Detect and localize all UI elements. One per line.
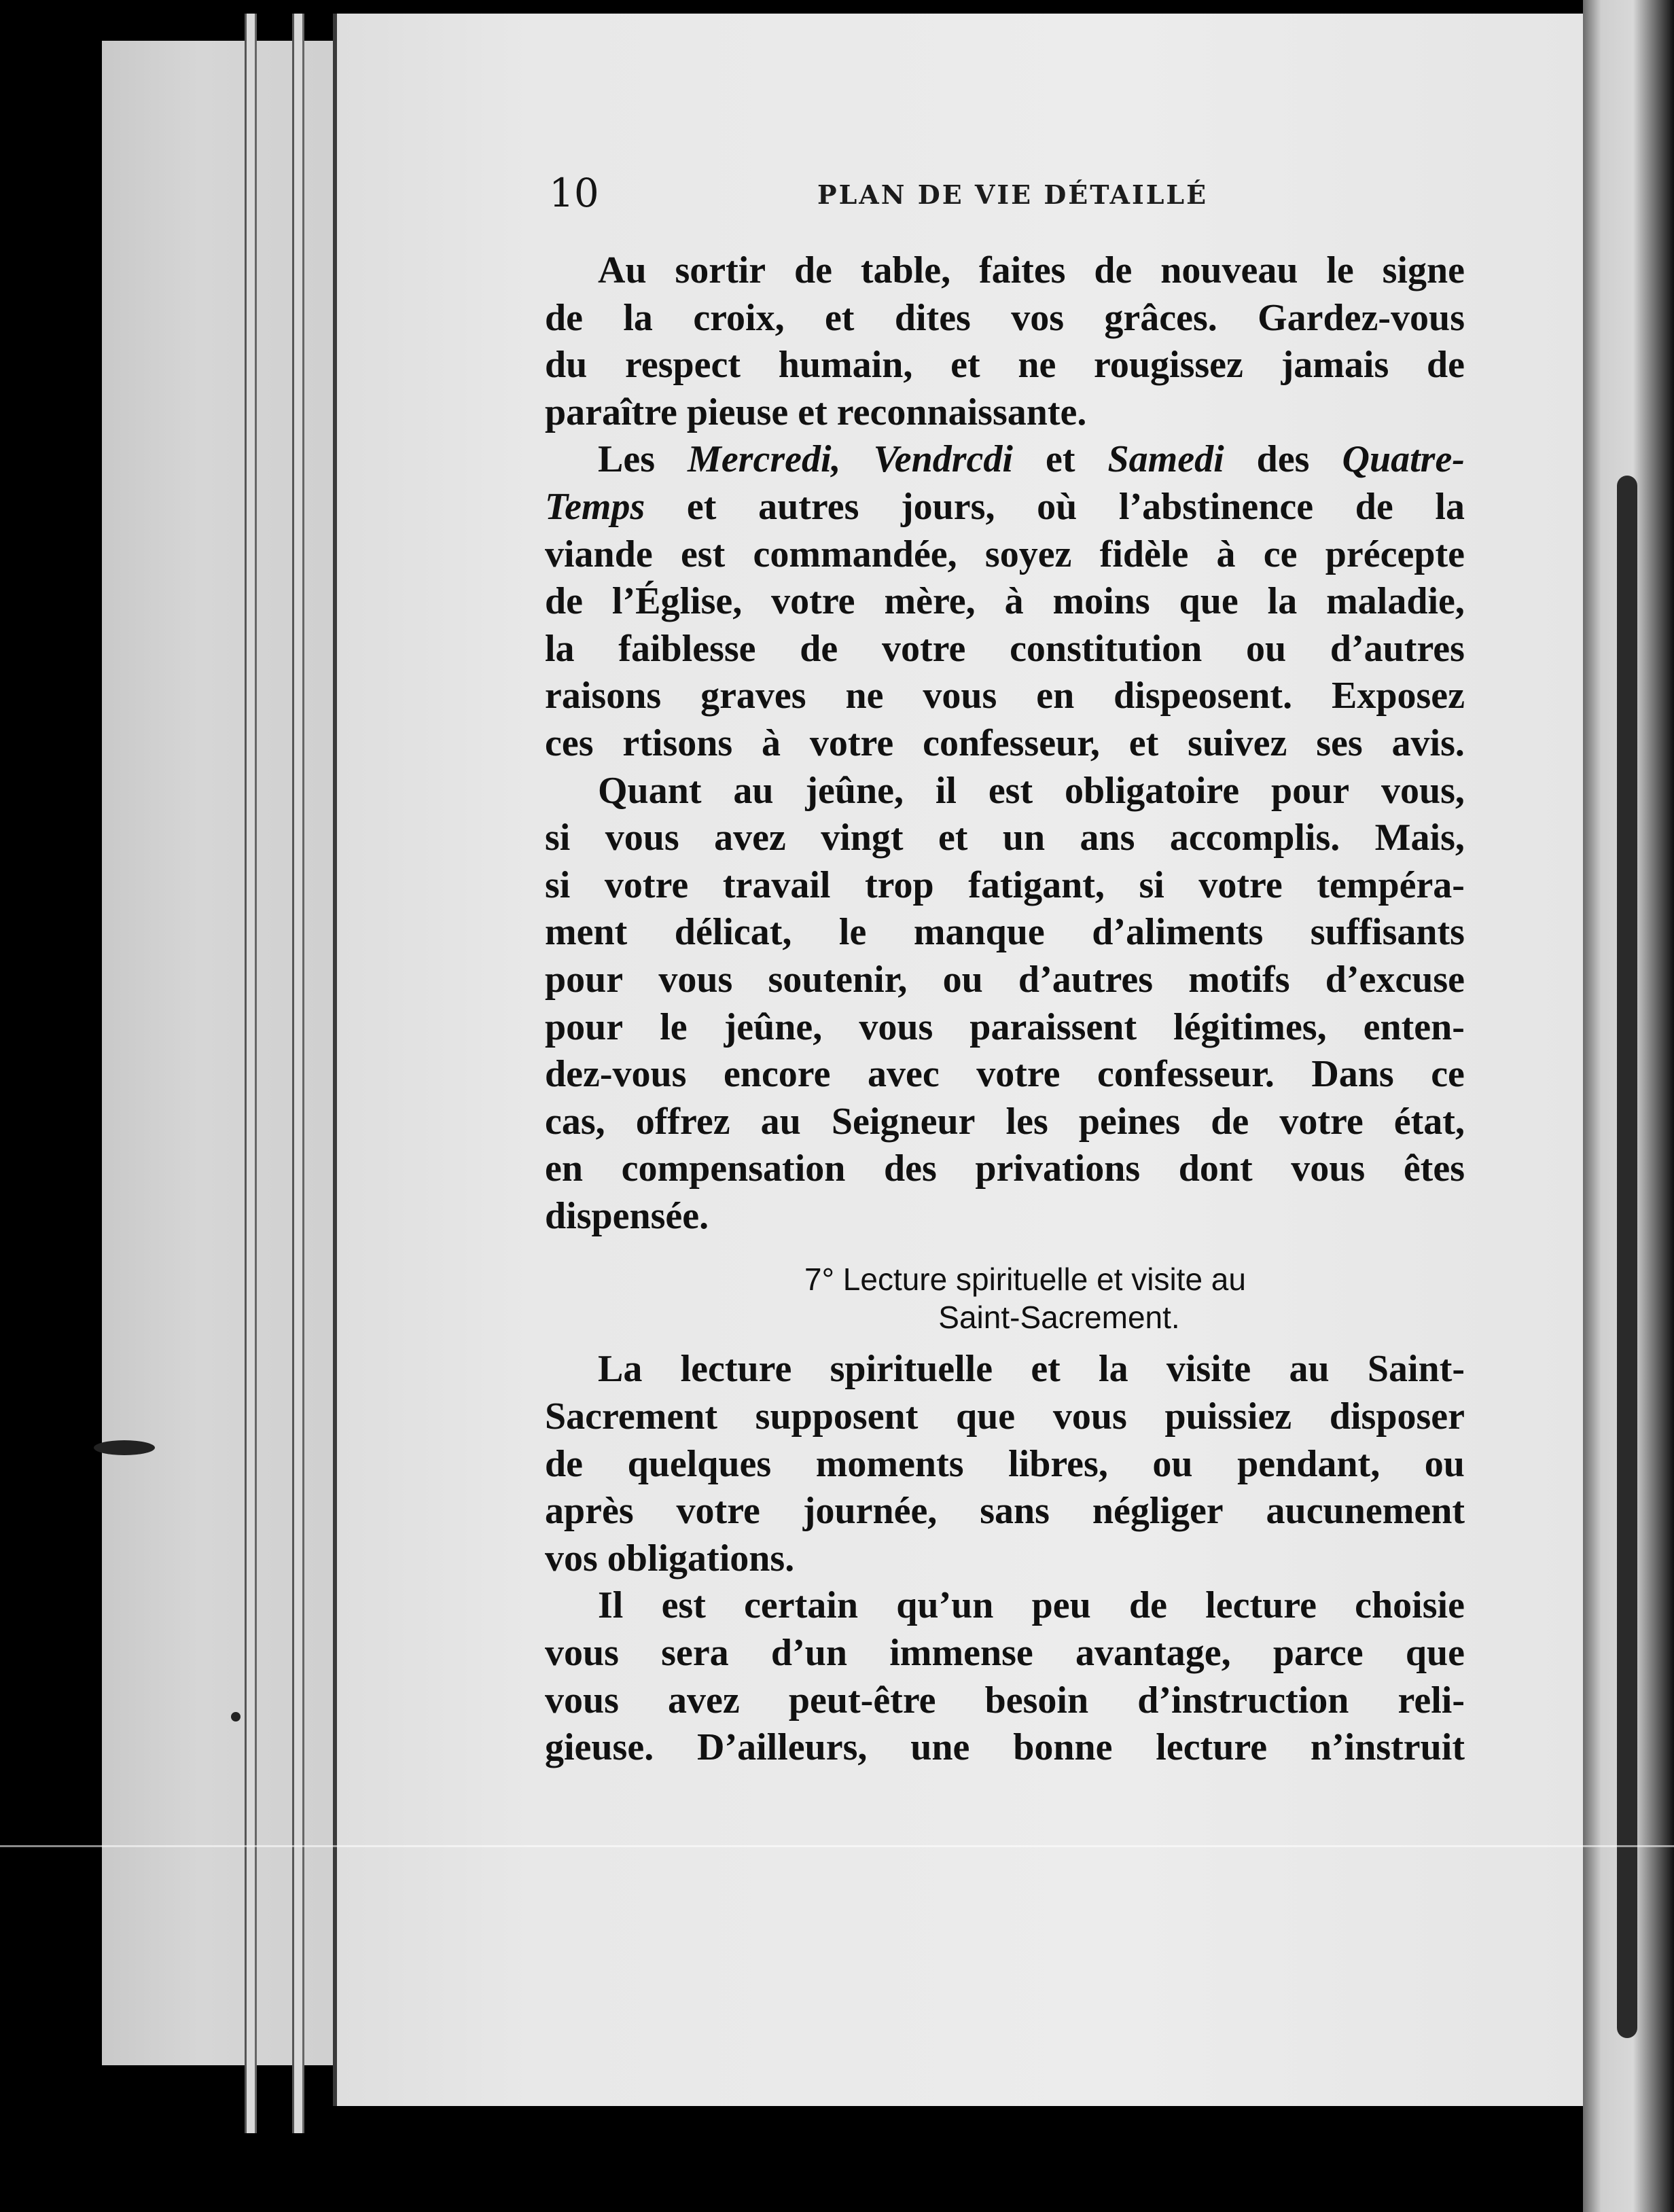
word: avantage, bbox=[1075, 1632, 1231, 1675]
word: le bbox=[660, 1005, 688, 1048]
text-line bbox=[545, 1724, 1465, 1772]
word: d’instruction bbox=[1137, 1679, 1349, 1722]
word: l’abstinence bbox=[1118, 485, 1314, 528]
word: moments bbox=[815, 1442, 964, 1485]
word: Au bbox=[598, 249, 647, 291]
word: commandée, bbox=[753, 533, 957, 575]
word: de bbox=[1426, 344, 1465, 387]
section-heading-line: 7° Lecture spirituelle et visite au bbox=[804, 1262, 1246, 1298]
word: que bbox=[956, 1395, 1016, 1438]
word: vous bbox=[658, 958, 733, 1001]
text-line bbox=[545, 957, 1465, 1004]
word: autres bbox=[758, 485, 859, 528]
word: raisons bbox=[545, 675, 662, 717]
text-line bbox=[545, 1677, 1465, 1725]
word: Mais, bbox=[1374, 817, 1465, 859]
word: graves bbox=[700, 675, 806, 717]
word: Quant bbox=[598, 769, 702, 812]
word: paraissent bbox=[969, 1005, 1137, 1048]
word: votre bbox=[676, 1490, 760, 1533]
word: viande bbox=[545, 533, 653, 575]
word: suffisants bbox=[1310, 911, 1465, 954]
word: peu bbox=[1031, 1584, 1091, 1627]
text-line bbox=[545, 1441, 1465, 1488]
text-line bbox=[545, 1145, 1465, 1193]
word: sera bbox=[661, 1632, 729, 1675]
word: ou bbox=[1152, 1442, 1193, 1485]
word: ne bbox=[1018, 344, 1056, 387]
text-span: vos obligations. bbox=[545, 1537, 795, 1580]
word: rougissez bbox=[1094, 344, 1243, 387]
word: bonne bbox=[1013, 1726, 1113, 1769]
word: rtisons bbox=[622, 721, 733, 764]
word: Il bbox=[598, 1584, 624, 1627]
word: ou bbox=[942, 958, 983, 1001]
word: ment bbox=[545, 911, 628, 954]
word: pour bbox=[545, 1005, 624, 1048]
word: faiblesse bbox=[618, 627, 756, 670]
word-italic: Quatre- bbox=[1342, 438, 1465, 481]
word: si bbox=[545, 863, 571, 906]
word: votre bbox=[976, 1053, 1061, 1096]
word: confesseur, bbox=[923, 721, 1100, 764]
word: négliger bbox=[1092, 1490, 1224, 1533]
word-italic: Temps bbox=[545, 485, 645, 528]
word: ans bbox=[1080, 817, 1135, 859]
word: grâces. bbox=[1104, 296, 1217, 339]
text-line bbox=[545, 1630, 1465, 1677]
word: constitution bbox=[1010, 627, 1203, 670]
word: puissiez bbox=[1164, 1395, 1292, 1438]
body-text bbox=[545, 247, 1465, 1772]
word: dites bbox=[894, 296, 971, 339]
text-line bbox=[545, 673, 1465, 720]
word: avec bbox=[867, 1053, 940, 1096]
word: jeûne, bbox=[805, 769, 904, 812]
word: vous bbox=[923, 675, 997, 717]
text-line bbox=[545, 1051, 1465, 1099]
word: où bbox=[1037, 485, 1078, 528]
page-curl-shadow bbox=[1617, 476, 1637, 2038]
word: de bbox=[1355, 485, 1393, 528]
word: enten- bbox=[1363, 1005, 1465, 1048]
word: de bbox=[545, 580, 583, 623]
text-line bbox=[545, 1099, 1465, 1146]
text-line bbox=[545, 389, 1465, 437]
word: mère, bbox=[884, 580, 976, 623]
word: vous bbox=[545, 1632, 619, 1675]
word: accomplis. bbox=[1169, 817, 1340, 859]
word: certain bbox=[744, 1584, 858, 1627]
word: table, bbox=[860, 249, 951, 291]
word: votre bbox=[1198, 863, 1283, 906]
word: manque bbox=[913, 911, 1045, 954]
word: que bbox=[1405, 1632, 1465, 1675]
word: légitimes, bbox=[1173, 1005, 1327, 1048]
word: D’ailleurs, bbox=[697, 1726, 868, 1769]
word: ces bbox=[545, 721, 594, 764]
word: il bbox=[935, 769, 957, 812]
word: ce bbox=[1431, 1053, 1465, 1096]
word: votre bbox=[809, 721, 894, 764]
word: obligatoire bbox=[1064, 769, 1240, 812]
word-italic: Mercredi, bbox=[688, 438, 841, 481]
text-line bbox=[545, 531, 1465, 579]
text-line bbox=[545, 1346, 1465, 1393]
word: pour bbox=[545, 958, 624, 1001]
word: d’excuse bbox=[1325, 958, 1465, 1001]
word: offrez bbox=[635, 1100, 730, 1143]
word: Dans bbox=[1311, 1053, 1394, 1096]
word: pendant, bbox=[1237, 1442, 1381, 1485]
word: de bbox=[1094, 249, 1133, 291]
word: êtes bbox=[1403, 1147, 1465, 1190]
word: signe bbox=[1382, 249, 1465, 291]
word: si bbox=[545, 817, 571, 859]
word: moins bbox=[1052, 580, 1150, 623]
text-span: dispensée. bbox=[545, 1194, 709, 1237]
word: lecture bbox=[1156, 1726, 1268, 1769]
word: dispeosent. bbox=[1114, 675, 1293, 717]
word: de bbox=[1211, 1100, 1249, 1143]
word: suivez bbox=[1188, 721, 1287, 764]
word: la bbox=[1267, 580, 1298, 623]
word: si bbox=[1139, 863, 1164, 906]
page-header bbox=[549, 170, 1446, 224]
text-line bbox=[545, 862, 1465, 910]
word: et bbox=[950, 344, 980, 387]
word: d’autres bbox=[1018, 958, 1153, 1001]
scan-artifact-line bbox=[0, 1845, 1674, 1847]
word: humain, bbox=[778, 344, 913, 387]
text-line bbox=[545, 436, 1465, 484]
word: qu’un bbox=[896, 1584, 994, 1627]
word: de bbox=[1128, 1584, 1167, 1627]
word: fidèle bbox=[1099, 533, 1189, 575]
text-line bbox=[545, 247, 1465, 295]
word: des bbox=[1256, 438, 1310, 481]
word: soutenir, bbox=[768, 958, 908, 1001]
word: un bbox=[1002, 817, 1046, 859]
page-number: 10 bbox=[549, 170, 599, 216]
word: immense bbox=[889, 1632, 1033, 1675]
word: d’aliments bbox=[1092, 911, 1264, 954]
text-line bbox=[545, 1193, 1465, 1241]
text-line bbox=[545, 1393, 1465, 1441]
word: encore bbox=[723, 1053, 831, 1096]
word: libres, bbox=[1008, 1442, 1108, 1485]
word: vous bbox=[605, 817, 679, 859]
word: ce bbox=[1263, 533, 1298, 575]
word: lecture bbox=[680, 1348, 792, 1391]
word: gieuse. bbox=[545, 1726, 654, 1769]
word: et bbox=[1128, 721, 1159, 764]
word: après bbox=[545, 1490, 634, 1533]
word: sortir bbox=[675, 249, 766, 291]
word: peut-être bbox=[788, 1679, 936, 1722]
running-title: PLAN DE VIE DÉTAILLÉ bbox=[817, 179, 1209, 210]
text-line bbox=[545, 1535, 1465, 1583]
word: reli- bbox=[1397, 1679, 1465, 1722]
word: l’Église, bbox=[611, 580, 743, 623]
word: votre bbox=[881, 627, 966, 670]
text-line bbox=[545, 295, 1465, 342]
word: confesseur. bbox=[1097, 1053, 1275, 1096]
word: d’autres bbox=[1330, 627, 1465, 670]
text-line bbox=[545, 768, 1465, 815]
word: dez-vous bbox=[545, 1053, 687, 1096]
word: est bbox=[988, 769, 1033, 812]
word: La bbox=[598, 1348, 643, 1391]
word: à bbox=[762, 721, 781, 764]
word: Exposez bbox=[1331, 675, 1465, 717]
text-line bbox=[545, 626, 1465, 673]
word: ne bbox=[845, 675, 884, 717]
word: lecture bbox=[1205, 1584, 1317, 1627]
word: de bbox=[545, 296, 583, 339]
word: le bbox=[838, 911, 867, 954]
word: respect bbox=[625, 344, 741, 387]
scan-smudge bbox=[231, 1712, 241, 1722]
word: parce bbox=[1272, 1632, 1364, 1675]
text-span: paraître pieuse et reconnaissante. bbox=[545, 391, 1087, 433]
word: peines bbox=[1078, 1100, 1181, 1143]
word: de bbox=[545, 1442, 583, 1485]
word: compensation bbox=[621, 1147, 846, 1190]
word: vous, bbox=[1381, 769, 1465, 812]
word: est bbox=[680, 533, 726, 575]
word: votre bbox=[1279, 1100, 1364, 1143]
word: ses bbox=[1316, 721, 1363, 764]
page-edge bbox=[245, 14, 257, 2133]
word: état, bbox=[1393, 1100, 1465, 1143]
word: Seigneur bbox=[831, 1100, 976, 1143]
word: la bbox=[545, 627, 575, 670]
word: ou bbox=[1424, 1442, 1465, 1485]
word: journée, bbox=[802, 1490, 938, 1533]
word: à bbox=[1216, 533, 1236, 575]
word: soyez bbox=[984, 533, 1072, 575]
text-line bbox=[545, 720, 1465, 768]
word: choisie bbox=[1355, 1584, 1465, 1627]
word: pour bbox=[1270, 769, 1350, 812]
word: à bbox=[1004, 580, 1024, 623]
word: une bbox=[910, 1726, 970, 1769]
text-line bbox=[545, 484, 1465, 531]
word: avez bbox=[714, 817, 786, 859]
word: au bbox=[760, 1100, 801, 1143]
word: travail bbox=[722, 863, 831, 906]
word: et bbox=[938, 817, 968, 859]
word: ou bbox=[1245, 627, 1287, 670]
word: fatigant, bbox=[968, 863, 1105, 906]
word-italic: Samedi bbox=[1107, 438, 1224, 481]
word: avez bbox=[668, 1679, 740, 1722]
word: dont bbox=[1178, 1147, 1253, 1190]
word: n’instruit bbox=[1310, 1726, 1465, 1769]
scan-smudge bbox=[94, 1440, 155, 1455]
text-line bbox=[545, 815, 1465, 862]
text-line bbox=[545, 1582, 1465, 1630]
word: croix, bbox=[693, 296, 785, 339]
word: et bbox=[1045, 438, 1075, 481]
word: maladie, bbox=[1326, 580, 1465, 623]
word: tempéra- bbox=[1317, 863, 1465, 906]
word: et bbox=[686, 485, 717, 528]
word: en bbox=[1036, 675, 1075, 717]
word: la bbox=[623, 296, 653, 339]
word: besoin bbox=[984, 1679, 1089, 1722]
word: la bbox=[1435, 485, 1465, 528]
word: délicat, bbox=[674, 911, 792, 954]
word: vous bbox=[545, 1679, 619, 1722]
word: trop bbox=[865, 863, 934, 906]
word: vos bbox=[1011, 296, 1065, 339]
word: votre bbox=[604, 863, 689, 906]
word: la bbox=[1099, 1348, 1128, 1391]
word: sans bbox=[980, 1490, 1050, 1533]
word: les bbox=[1005, 1100, 1048, 1143]
word: spirituelle bbox=[830, 1348, 993, 1391]
word: précepte bbox=[1325, 533, 1465, 575]
text-line bbox=[545, 1004, 1465, 1052]
word: jamais bbox=[1281, 344, 1389, 387]
word: Les bbox=[598, 438, 655, 481]
word: au bbox=[1289, 1348, 1330, 1391]
word: quelques bbox=[627, 1442, 772, 1485]
word: vous bbox=[1052, 1395, 1127, 1438]
word: du bbox=[545, 344, 588, 387]
word: disposer bbox=[1329, 1395, 1465, 1438]
text-line bbox=[545, 578, 1465, 626]
word: nouveau bbox=[1160, 249, 1298, 291]
word: Sacrement bbox=[545, 1395, 717, 1438]
section-heading-line: Saint-Sacrement. bbox=[938, 1300, 1180, 1336]
underlying-page bbox=[102, 41, 349, 2065]
word: Saint- bbox=[1367, 1348, 1465, 1391]
text-line bbox=[545, 342, 1465, 389]
word: en bbox=[545, 1147, 583, 1190]
word: cas, bbox=[545, 1100, 605, 1143]
word: privations bbox=[975, 1147, 1141, 1190]
word-italic: Vendrcdi bbox=[873, 438, 1013, 481]
word: jours, bbox=[901, 485, 995, 528]
page-edge bbox=[292, 14, 304, 2133]
word: visite bbox=[1166, 1348, 1251, 1391]
word: vous bbox=[859, 1005, 933, 1048]
word: et bbox=[824, 296, 855, 339]
word: Gardez-vous bbox=[1258, 296, 1465, 339]
word: de bbox=[794, 249, 833, 291]
word: vingt bbox=[821, 817, 904, 859]
word: supposent bbox=[755, 1395, 919, 1438]
word: aucunement bbox=[1266, 1490, 1465, 1533]
word: avis. bbox=[1391, 721, 1465, 764]
word: que bbox=[1179, 580, 1239, 623]
section-heading bbox=[545, 1260, 1465, 1336]
word: d’un bbox=[770, 1632, 848, 1675]
word: de bbox=[800, 627, 838, 670]
word: au bbox=[733, 769, 774, 812]
word: motifs bbox=[1188, 958, 1290, 1001]
word: jeûne, bbox=[724, 1005, 823, 1048]
word: le bbox=[1326, 249, 1354, 291]
word: votre bbox=[771, 580, 855, 623]
word: des bbox=[884, 1147, 937, 1190]
word: faites bbox=[978, 249, 1066, 291]
text-line bbox=[545, 909, 1465, 957]
text-line bbox=[545, 1488, 1465, 1535]
word: vous bbox=[1291, 1147, 1366, 1190]
word: et bbox=[1031, 1348, 1061, 1391]
word: est bbox=[661, 1584, 706, 1627]
